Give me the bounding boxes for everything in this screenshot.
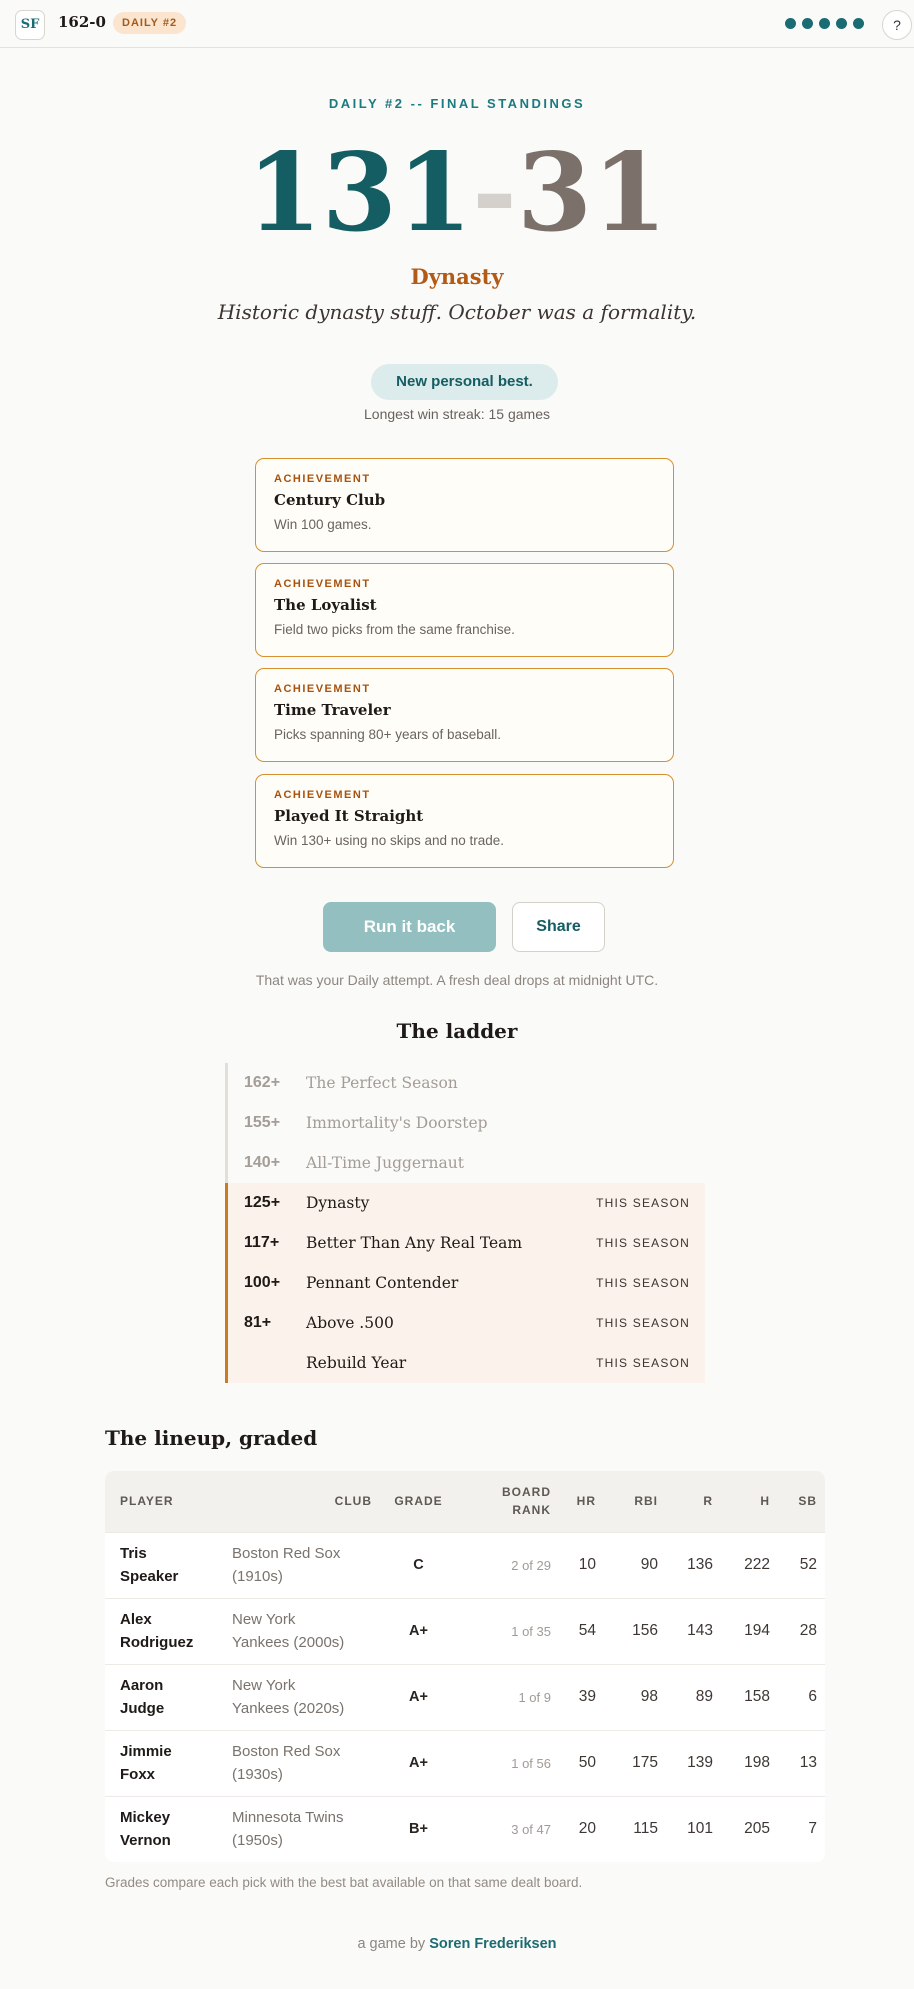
achievement-name: Played It Straight <box>274 807 424 825</box>
rung-name: All-Time Juggernaut <box>306 1154 464 1172</box>
stat-hr: 39 <box>578 1688 596 1705</box>
player-grade: A+ <box>409 1623 428 1639</box>
rung-tag: THIS SEASON <box>596 1276 690 1290</box>
stat-rbi: 175 <box>632 1754 658 1771</box>
stat-rbi: 156 <box>632 1622 658 1639</box>
stat-rbi: 115 <box>633 1820 658 1838</box>
player-first-name: Alex <box>120 1611 152 1628</box>
rung-threshold: 117+ <box>244 1234 280 1251</box>
club-line1: New York <box>232 1677 296 1694</box>
losses-value: 31 <box>516 130 668 256</box>
stat-hr: 20 <box>578 1820 596 1838</box>
player-first-name: Aaron <box>120 1677 164 1694</box>
club-line2: (1930s) <box>232 1766 283 1783</box>
table-row <box>105 1664 825 1730</box>
stat-sb: 52 <box>799 1556 817 1573</box>
table-row <box>105 1730 825 1796</box>
stat-r: 136 <box>687 1556 713 1573</box>
col-header-rbi: RBI <box>634 1494 658 1509</box>
player-board-rank: 1 of 56 <box>511 1755 551 1771</box>
record-label: 162-0 <box>58 13 106 31</box>
board-rank-line1: BOARD <box>502 1485 551 1500</box>
ladder-rung <box>225 1063 705 1103</box>
stat-sb: 13 <box>799 1754 817 1771</box>
player-grade: A+ <box>409 1689 428 1705</box>
win-streak-text: Longest win streak: 15 games <box>364 406 550 422</box>
progress-dot <box>802 18 813 29</box>
col-header-board-rank <box>457 1471 559 1532</box>
stat-hr: 50 <box>578 1754 596 1771</box>
grades-footnote: Grades compare each pick with the best bat available on that same dealt board. <box>105 1875 583 1890</box>
player-first-name: Mickey <box>120 1809 171 1827</box>
achievement-card <box>255 668 674 762</box>
player-first-name: Tris <box>120 1545 147 1562</box>
stat-h: 205 <box>744 1820 770 1838</box>
rung-threshold: 125+ <box>244 1194 281 1211</box>
author-link[interactable]: Soren Frederiksen <box>429 1936 557 1952</box>
rung-name: Dynasty <box>306 1194 370 1212</box>
stat-r: 89 <box>695 1688 713 1705</box>
stat-sb: 7 <box>808 1820 817 1838</box>
rung-name: Better Than Any Real Team <box>306 1234 523 1252</box>
ladder-rung-achieved <box>225 1263 705 1303</box>
stat-sb: 28 <box>799 1622 817 1639</box>
player-name <box>105 1730 224 1796</box>
achievement-desc: Win 130+ using no skips and no trade. <box>274 833 505 848</box>
stat-h: 222 <box>744 1556 770 1573</box>
club-line2: (1910s) <box>232 1568 283 1585</box>
stat-hr: 54 <box>578 1622 596 1639</box>
final-score <box>0 128 914 258</box>
achievement-card <box>255 458 674 552</box>
stat-hr: 10 <box>578 1556 596 1573</box>
rung-name: Rebuild Year <box>306 1354 407 1372</box>
player-grade: C <box>413 1557 424 1573</box>
achievement-card <box>255 563 674 657</box>
score-dash: - <box>472 130 517 256</box>
player-board-rank: 1 of 9 <box>518 1689 551 1705</box>
player-grade: B+ <box>409 1821 428 1838</box>
player-first-name: Jimmie <box>120 1743 172 1760</box>
ladder-rung-achieved <box>225 1303 705 1343</box>
player-name <box>105 1664 224 1730</box>
rung-tag: THIS SEASON <box>596 1196 690 1210</box>
rung-name: The Perfect Season <box>306 1074 458 1092</box>
club-line1: Boston Red Sox <box>232 1545 341 1562</box>
logo[interactable]: SF <box>15 10 45 40</box>
achievement-desc: Field two picks from the same franchise. <box>274 622 515 637</box>
achievement-name: Century Club <box>274 491 386 509</box>
player-last-name: Rodriguez <box>120 1634 194 1651</box>
ladder-title: The ladder <box>396 1019 518 1043</box>
stat-r: 143 <box>687 1622 713 1639</box>
run-it-back-button[interactable]: Run it back <box>323 902 496 952</box>
player-board-rank: 2 of 29 <box>511 1557 551 1573</box>
player-club <box>224 1730 380 1796</box>
achievement-desc: Win 100 games. <box>274 517 372 532</box>
player-club <box>224 1598 380 1664</box>
club-line2: Yankees (2020s) <box>232 1700 345 1717</box>
player-last-name: Speaker <box>120 1568 179 1585</box>
table-row <box>105 1532 825 1598</box>
rung-name: Above .500 <box>306 1314 394 1332</box>
help-button[interactable]: ? <box>882 10 912 40</box>
player-last-name: Foxx <box>120 1766 156 1783</box>
rung-tag: THIS SEASON <box>596 1356 690 1370</box>
table-row <box>105 1796 825 1862</box>
stat-rbi: 90 <box>640 1556 658 1573</box>
rung-threshold: 140+ <box>244 1154 281 1171</box>
club-line1: New York <box>232 1611 296 1628</box>
board-rank-line2: RANK <box>512 1503 551 1518</box>
col-header-sb: SB <box>798 1494 817 1509</box>
rung-threshold: 81+ <box>244 1314 272 1331</box>
player-last-name: Judge <box>120 1700 165 1717</box>
daily-badge: DAILY #2 <box>113 12 186 34</box>
table-header-row <box>105 1471 825 1532</box>
ladder-list <box>225 1063 705 1383</box>
achievement-name: The Loyalist <box>274 596 377 614</box>
table-row <box>105 1598 825 1664</box>
col-header-hr: HR <box>576 1494 596 1509</box>
achievement-desc: Picks spanning 80+ years of baseball. <box>274 727 502 742</box>
player-board-rank: 3 of 47 <box>511 1821 551 1837</box>
player-club <box>224 1796 380 1862</box>
achievement-card <box>255 774 674 868</box>
stat-sb: 6 <box>808 1688 817 1705</box>
stat-rbi: 98 <box>640 1688 658 1705</box>
player-board-rank: 1 of 35 <box>511 1623 551 1639</box>
daily-attempt-note: That was your Daily attempt. A fresh deal drops at midnight UTC. <box>255 972 659 988</box>
achievement-label: ACHIEVEMENT <box>274 578 371 590</box>
progress-dot <box>785 18 796 29</box>
col-header-r: R <box>703 1494 713 1509</box>
rung-name: Pennant Contender <box>306 1274 459 1292</box>
stat-h: 198 <box>744 1754 770 1771</box>
rung-tag: THIS SEASON <box>596 1236 690 1250</box>
lineup-table <box>105 1471 825 1862</box>
achievement-label: ACHIEVEMENT <box>274 683 371 695</box>
rung-name: Immortality's Doorstep <box>306 1114 488 1132</box>
credit-prefix: a game by <box>357 1936 426 1952</box>
final-standings-kicker: DAILY #2 -- FINAL STANDINGS <box>328 96 586 111</box>
tier-tagline: Historic dynasty stuff. October was a formality. <box>217 300 697 324</box>
personal-best-badge: New personal best. <box>371 364 558 400</box>
stat-h: 158 <box>744 1688 770 1705</box>
achievement-name: Time Traveler <box>274 701 391 719</box>
ladder-rung <box>225 1143 705 1183</box>
rung-threshold: 162+ <box>244 1074 281 1091</box>
stat-h: 194 <box>744 1622 770 1639</box>
top-bar <box>0 0 914 48</box>
ladder-rung-achieved <box>225 1183 705 1223</box>
progress-dot <box>853 18 864 29</box>
achievement-label: ACHIEVEMENT <box>274 473 371 485</box>
club-line2: (1950s) <box>232 1832 283 1850</box>
progress-dots <box>785 18 864 30</box>
player-name <box>105 1598 224 1664</box>
col-header-club: CLUB <box>334 1494 372 1509</box>
player-last-name: Vernon <box>120 1832 171 1850</box>
club-line1: Boston Red Sox <box>232 1743 341 1760</box>
player-club <box>224 1664 380 1730</box>
ladder-rung-achieved <box>225 1343 705 1383</box>
tier-title: Dynasty <box>410 264 504 289</box>
lineup-title: The lineup, graded <box>105 1426 318 1450</box>
player-grade: A+ <box>409 1755 428 1771</box>
progress-dot <box>836 18 847 29</box>
share-button[interactable]: Share <box>512 902 605 952</box>
club-line1: Minnesota Twins <box>232 1809 344 1827</box>
club-line2: Yankees (2000s) <box>232 1634 345 1651</box>
col-header-player: PLAYER <box>120 1494 174 1509</box>
player-club <box>224 1532 380 1598</box>
rung-threshold: 100+ <box>244 1274 281 1291</box>
ladder-rung-achieved <box>225 1223 705 1263</box>
stat-r: 139 <box>687 1754 713 1771</box>
achievement-label: ACHIEVEMENT <box>274 789 371 801</box>
rung-threshold: 155+ <box>244 1114 281 1131</box>
player-name <box>105 1532 224 1598</box>
progress-dot <box>819 18 830 29</box>
player-name <box>105 1796 224 1862</box>
wins-value: 131 <box>246 130 473 256</box>
credit-line <box>0 1936 914 1952</box>
col-header-grade: GRADE <box>394 1494 443 1509</box>
stat-r: 101 <box>687 1820 713 1838</box>
ladder-rung <box>225 1103 705 1143</box>
rung-tag: THIS SEASON <box>596 1316 690 1330</box>
col-header-h: H <box>760 1494 770 1509</box>
